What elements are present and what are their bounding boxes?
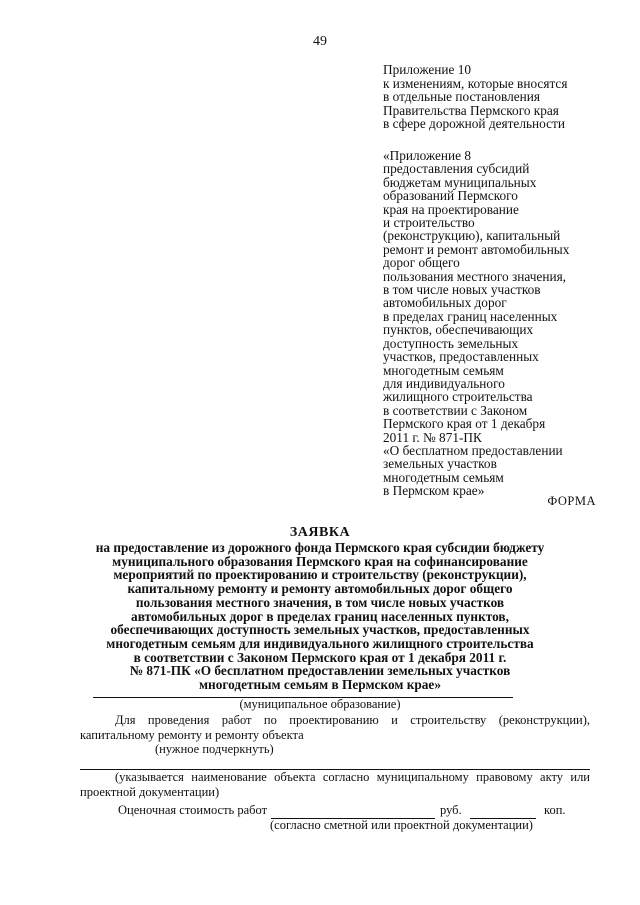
appendix-8-line: ремонт и ремонт автомобильных [383, 241, 570, 257]
appendix-10-line: Правительства Пермского края [383, 102, 559, 118]
appendix-8-line: жилищного строительства [383, 389, 533, 405]
appendix-8-line: для индивидуального [383, 375, 505, 391]
subtitle-line: многодетным семьям для индивидуального жилищного строительства [106, 635, 534, 651]
purpose-paragraph: Для проведения работ по проектированию и строительству (реконструкции), капитальному ремонту и ремонту объекта [80, 713, 590, 742]
appendix-8-line: в пределах границ населенных [383, 308, 558, 324]
appendix-10-line: в сфере дорожной деятельности [383, 116, 565, 131]
appendix-8-line: земельных участков [383, 456, 497, 472]
appendix-8-line: предоставления субсидий [383, 161, 530, 177]
document-title: ЗАЯВКА [289, 525, 351, 540]
object-hint: (указывается наименование объекта согласно муниципальному правовому акту или проектной документации) [80, 770, 590, 799]
form-label: ФОРМА [547, 494, 596, 508]
subtitle-line: № 871-ПК «О бесплатном предоставлении земельных участков [129, 663, 511, 679]
appendix-8-line: многодетным семьям [383, 469, 504, 485]
appendix-8-line: «Приложение 8 [383, 148, 471, 163]
subtitle-line: пользования местного значения, в том числе новых участков [135, 594, 505, 610]
appendix-8-line: и строительство [383, 215, 475, 231]
page-number: 49 [313, 34, 327, 49]
subtitle-line: капитальному ремонту и ремонту автомобильных дорог общего [127, 581, 513, 597]
subtitle-line: мероприятий по проектированию и строительству (реконструкции), [113, 567, 527, 583]
appendix-8-line: «О бесплатном предоставлении [383, 442, 563, 458]
appendix-8-line: пунктов, обеспечивающих [383, 322, 534, 338]
document-subtitle [60, 541, 580, 692]
appendix-8-line: в том числе новых участков [383, 282, 541, 298]
cost-hint: (согласно сметной или проектной документации) [270, 818, 533, 832]
appendix-8-line: 2011 г. № 871-ПК [383, 429, 482, 445]
appendix-8-line: Пермского края от 1 декабря [383, 416, 546, 432]
appendix-10-header [383, 63, 567, 131]
cost-label: Оценочная стоимость работ [118, 803, 268, 817]
subtitle-line: муниципального образования Пермского края на софинансирование [112, 553, 528, 569]
appendix-8-line: пользования местного значения, [383, 268, 567, 284]
appendix-8-line: автомобильных дорог [383, 295, 507, 311]
subtitle-line: на предоставление из дорожного фонда Пермского края субсидии бюджету [95, 540, 545, 555]
subtitle-line: автомобильных дорог в пределах границ населенных пунктов, [131, 608, 509, 624]
appendix-8-line: (реконструкцию), капитальный [383, 228, 561, 244]
appendix-8-header [383, 149, 569, 498]
appendix-8-line: края на проектирование [383, 201, 519, 217]
kop-label: коп. [544, 803, 566, 817]
subtitle-line: многодетным семьям в Пермском крае» [199, 677, 441, 693]
appendix-8-line: многодетным семьям [383, 362, 504, 378]
appendix-8-line: участков, предоставленных [383, 349, 539, 365]
appendix-8-line: дорог общего [383, 255, 460, 271]
subtitle-line: в соответствии с Законом Пермского края от 1 декабря 2011 г. [133, 649, 507, 665]
appendix-8-line: образований Пермского [383, 188, 518, 204]
appendix-10-line: Приложение 10 [383, 62, 471, 77]
appendix-10-line: в отдельные постановления [383, 89, 540, 104]
appendix-8-line: в соответствии с Законом [383, 402, 528, 418]
appendix-8-line: бюджетам муниципальных [383, 174, 537, 190]
municipality-hint: (муниципальное образование) [239, 697, 401, 711]
appendix-8-line: доступность земельных [383, 335, 519, 351]
underline-hint: (нужное подчеркнуть) [155, 742, 274, 756]
appendix-10-line: к изменениям, которые вносятся [383, 75, 568, 91]
appendix-8-line: в Пермском крае» [383, 483, 485, 499]
rub-label: руб. [440, 803, 462, 817]
subtitle-line: обеспечивающих доступность земельных участков, предоставленных [110, 622, 530, 638]
